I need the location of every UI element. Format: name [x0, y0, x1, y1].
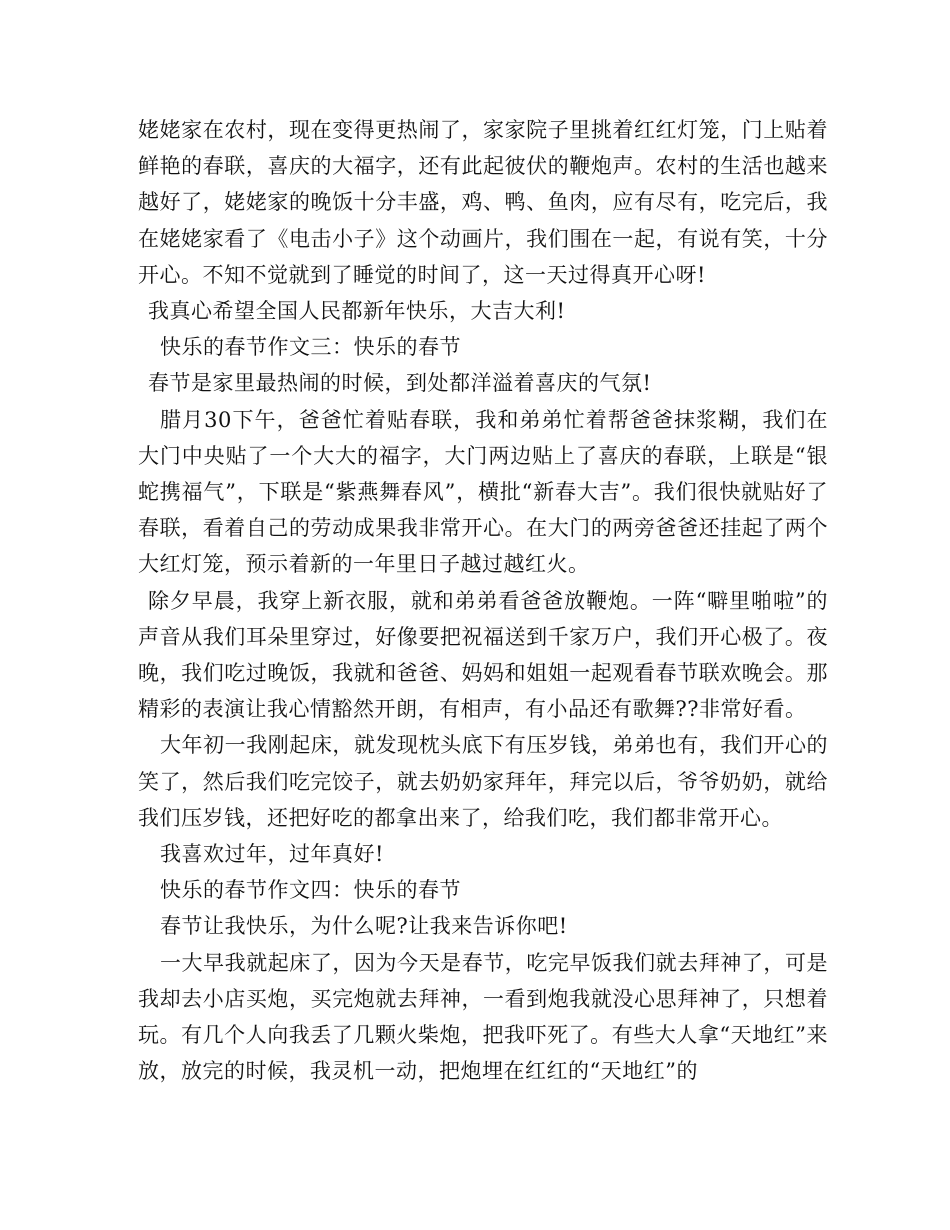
- section-heading-four: 快乐的春节作文四：快乐的春节: [160, 878, 461, 903]
- paragraph-let-me-tell: 春节让我快乐，为什么呢?让我来告诉你吧!: [160, 914, 568, 939]
- paragraph-firecrackers: 一大早我就起床了，因为今天是春节，吃完早饭我们就去拜神了，可是我却去小店买炮，买完炮就去拜神，一看到炮我就没心思拜神了，只想着玩。有几个人向我丢了几颗火柴炮，把我吓死了。有些大人拿“天地红”来放，放完的时候，我灵机一动，把炮埋在红红的“天地红”的: [138, 950, 828, 1084]
- section-heading-three: 快乐的春节作文三：快乐的春节: [160, 335, 461, 360]
- paragraph-festive-home: 春节是家里最热闹的时候，到处都洋溢着喜庆的气氛!: [148, 371, 652, 396]
- paragraph-new-year-eve: 除夕早晨，我穿上新衣服，就和弟弟看爸爸放鞭炮。一阵“噼里啪啦”的声音从我们耳朵里穿过，好像要把祝福送到千家万户，我们开心极了。夜晚，我们吃过晚饭，我就和爸爸、妈妈和姐姐一起观看春节联欢晚会。那精彩的表演让我心情豁然开朗，有相声，有小品还有歌舞??非常好看。: [138, 588, 828, 722]
- paragraph-new-year-wish: 我真心希望全国人民都新年快乐，大吉大利!: [148, 299, 566, 324]
- paragraph-grandma-village: 姥姥家在农村，现在变得更热闹了，家家院子里挑着红红灯笼，门上贴着鲜艳的春联，喜庆的大福字，还有此起彼伏的鞭炮声。农村的生活也越来越好了，姥姥家的晚饭十分丰盛，鸡、鸭、鱼肉，应有尽有，吃完后，我在姥姥家看了《电击小子》这个动画片，我们围在一起，有说有笑，十分开心。不知不觉就到了睡觉的时间了，这一天过得真开心呀!: [138, 118, 828, 287]
- paragraph-love-new-year: 我喜欢过年，过年真好!: [160, 842, 384, 867]
- paragraph-red-envelope: 大年初一我刚起床，就发现枕头底下有压岁钱，弟弟也有，我们开心的笑了，然后我们吃完饺子，就去奶奶家拜年，拜完以后，爷爷奶奶，就给我们压岁钱，还把好吃的都拿出来了，给我们吃，我们都非常开心。: [138, 733, 828, 830]
- paragraph-couplets: 腊月30下午，爸爸忙着贴春联，我和弟弟忙着帮爸爸抹浆糊，我们在大门中央贴了一个大大的福字，大门两边贴上了喜庆的春联，上联是“银蛇携福气”，下联是“紫燕舞春风”，横批“新春大吉”。我们很快就贴好了春联，看着自己的劳动成果我非常开心。在大门的两旁爸爸还挂起了两个大红灯笼，预示着新的一年里日子越过越红火。: [138, 407, 828, 577]
- article-body: [138, 112, 828, 1089]
